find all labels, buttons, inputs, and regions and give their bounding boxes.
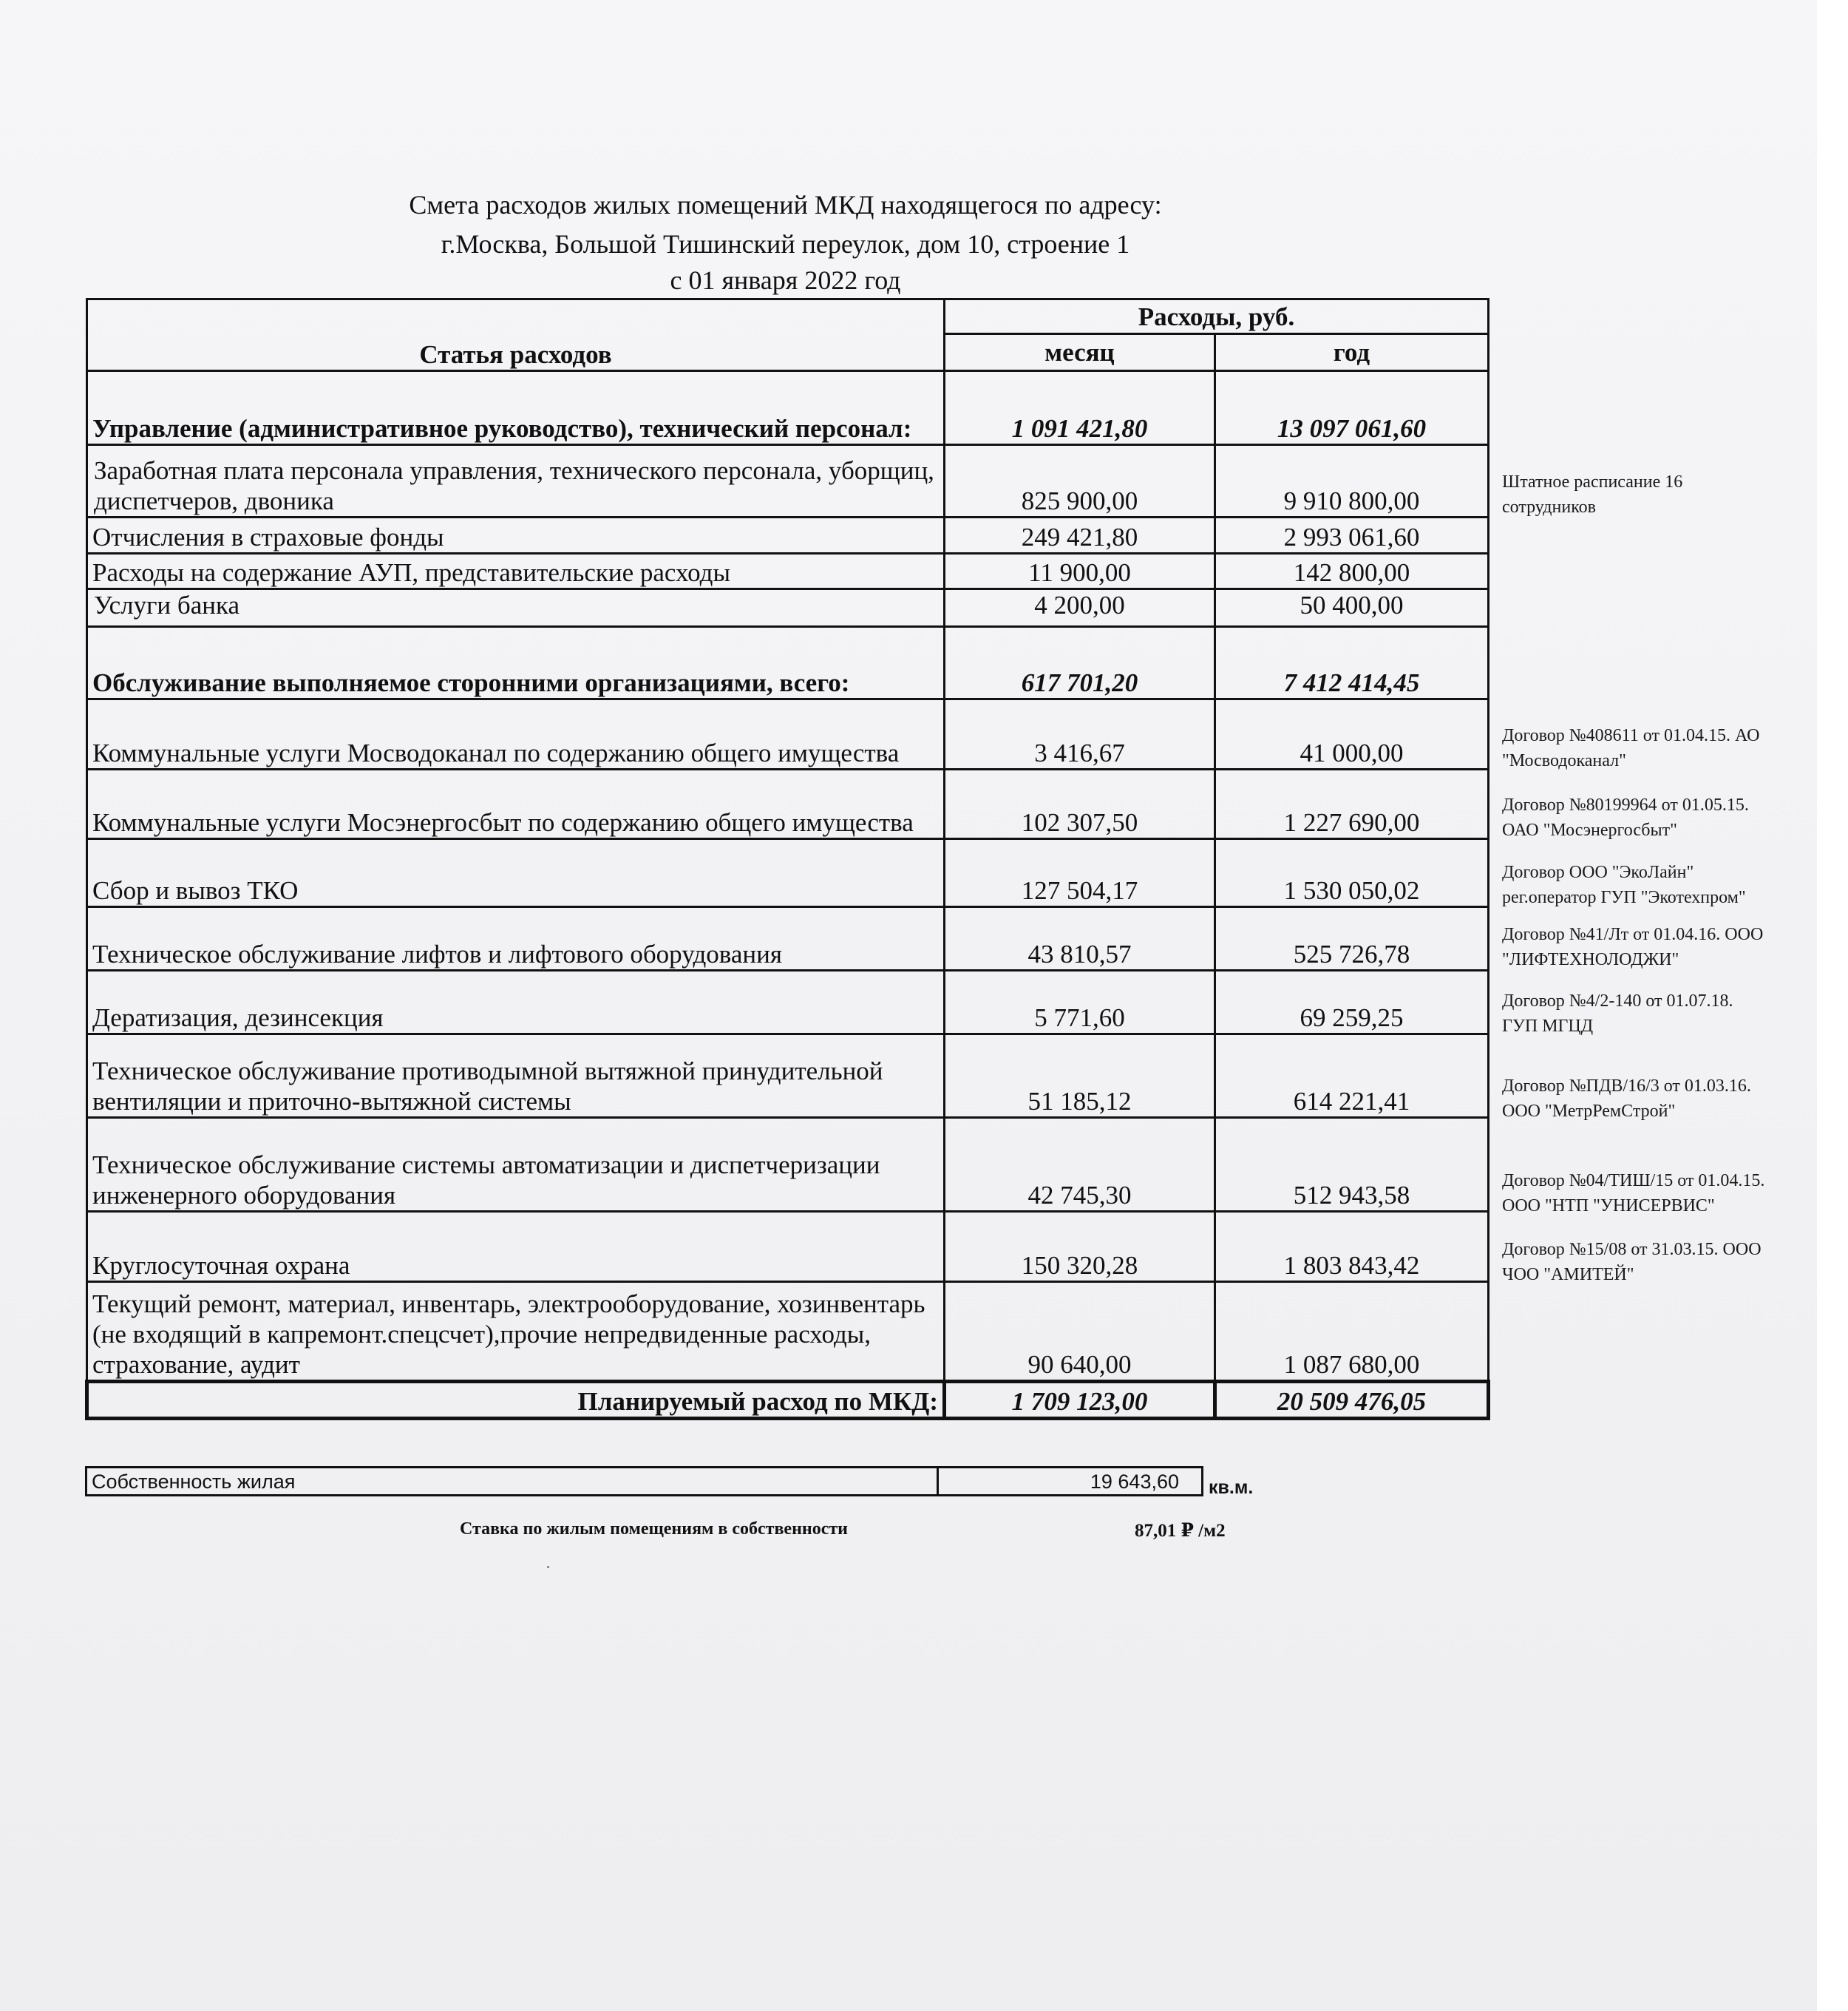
total-month: 1 709 123,00 — [945, 1382, 1215, 1419]
row-label: Коммунальные услуги Мосэнергосбыт по содержанию общего имущества — [87, 770, 945, 839]
expenses-table — [85, 298, 1490, 1420]
table-row — [87, 699, 1489, 770]
row-year: 1 803 843,42 — [1215, 1212, 1489, 1282]
row-month: 5 771,60 — [945, 971, 1215, 1034]
row-year: 525 726,78 — [1215, 907, 1489, 971]
row-year: 614 221,41 — [1215, 1034, 1489, 1118]
row-label: Расходы на содержание АУП, представительские расходы — [87, 554, 945, 589]
row-label: Коммунальные услуги Мосводоканал по содержанию общего имущества — [87, 699, 945, 770]
row-year: 13 097 061,60 — [1215, 371, 1489, 445]
row-year: 1 087 680,00 — [1215, 1282, 1489, 1382]
row-year: 7 412 414,45 — [1215, 627, 1489, 699]
row-label: Сбор и вывоз ТКО — [87, 839, 945, 907]
table-row — [87, 971, 1489, 1034]
row-month: 42 745,30 — [945, 1118, 1215, 1212]
note-mosenergo: Договор №80199964 от 01.05.15. ОАО "Мосэнергосбыт" — [1502, 796, 1749, 840]
row-year: 9 910 800,00 — [1215, 445, 1489, 518]
table-row — [87, 907, 1489, 971]
note-derat: Договор №4/2-140 от 01.07.18. ГУП МГЦД — [1502, 991, 1733, 1036]
note-mosvodokanal: Договор №408611 от 01.04.15. АО "Мосводоканал" — [1502, 726, 1760, 770]
document-title-line-2: г.Москва, Большой Тишинский переулок, дом 10, строение 1 — [441, 229, 1130, 259]
total-label: Планируемый расход по МКД: — [87, 1382, 945, 1419]
total-row — [87, 1382, 1489, 1419]
property-value: 19 643,60 — [938, 1468, 1203, 1496]
rate-value: 87,01 ₽ /м2 — [1135, 1521, 1226, 1541]
row-month: 11 900,00 — [945, 554, 1215, 589]
row-year: 142 800,00 — [1215, 554, 1489, 589]
row-label: Круглосуточная охрана — [87, 1212, 945, 1282]
table-row — [87, 1282, 1489, 1382]
row-month: 127 504,17 — [945, 839, 1215, 907]
table-row — [87, 1212, 1489, 1282]
paper-speck — [547, 1566, 549, 1568]
row-year: 2 993 061,60 — [1215, 518, 1489, 554]
row-year: 41 000,00 — [1215, 699, 1489, 770]
note-auto: Договор №04/ТИШ/15 от 01.04.15. ООО "НТП "УНИСЕРВИС" — [1502, 1171, 1765, 1215]
note-vent: Договор №ПДВ/16/3 от 01.03.16. ООО "МетрРемСтрой" — [1502, 1076, 1751, 1121]
table-row — [87, 839, 1489, 907]
header-expenses: Расходы, руб. — [945, 299, 1489, 334]
row-month: 102 307,50 — [945, 770, 1215, 839]
row-month: 249 421,80 — [945, 518, 1215, 554]
note-tko: Договор ООО "ЭкоЛайн" рег.оператор ГУП "Экотехпром" — [1502, 863, 1746, 907]
table-row — [87, 770, 1489, 839]
property-unit: кв.м. — [1209, 1477, 1254, 1498]
table-row — [87, 445, 1489, 518]
note-guard: Договор №15/08 от 31.03.15. ООО ЧОО "АМИТЕЙ" — [1502, 1240, 1762, 1284]
document-title-line-1: Смета расходов жилых помещений МКД находящегося по адресу: — [409, 190, 1162, 220]
row-month: 3 416,67 — [945, 699, 1215, 770]
row-month: 43 810,57 — [945, 907, 1215, 971]
row-label: Заработная плата персонала управления, технического персонала, уборщиц, диспетчеров, двоника — [87, 445, 945, 518]
row-label: Управление (административное руководство), технический персонал: — [87, 371, 945, 445]
document-title-line-3: с 01 января 2022 год — [670, 265, 901, 295]
table-row — [87, 518, 1489, 554]
row-label: Техническое обслуживание лифтов и лифтового оборудования — [87, 907, 945, 971]
row-label: Услуги банка — [87, 589, 945, 627]
note-staff: Штатное расписание 16 сотрудников — [1502, 472, 1683, 517]
total-year: 20 509 476,05 — [1215, 1382, 1489, 1419]
row-label: Дератизация, дезинсекция — [87, 971, 945, 1034]
row-month: 90 640,00 — [945, 1282, 1215, 1382]
table-row — [87, 554, 1489, 589]
row-year: 69 259,25 — [1215, 971, 1489, 1034]
row-label: Техническое обслуживание противодымной вытяжной принудительной вентиляции и приточно-вытяжной системы — [87, 1034, 945, 1118]
row-label: Отчисления в страховые фонды — [87, 518, 945, 554]
property-label: Собственность жилая — [86, 1468, 938, 1496]
row-year: 50 400,00 — [1215, 589, 1489, 627]
header-month: месяц — [945, 334, 1215, 371]
row-month: 150 320,28 — [945, 1212, 1215, 1282]
row-month: 617 701,20 — [945, 627, 1215, 699]
row-year: 512 943,58 — [1215, 1118, 1489, 1212]
property-table — [85, 1466, 1203, 1496]
row-year: 1 530 050,02 — [1215, 839, 1489, 907]
rate-label: Ставка по жилым помещениям в собственности — [460, 1519, 848, 1539]
note-lifts: Договор №41/Лт от 01.04.16. ООО "ЛИФТЕХНОЛОДЖИ" — [1502, 925, 1764, 969]
row-month: 51 185,12 — [945, 1034, 1215, 1118]
row-year: 1 227 690,00 — [1215, 770, 1489, 839]
table-row — [87, 1034, 1489, 1118]
table-row — [87, 1118, 1489, 1212]
row-label: Обслуживание выполняемое сторонними организациями, всего: — [87, 627, 945, 699]
table-row — [87, 589, 1489, 627]
row-month: 825 900,00 — [945, 445, 1215, 518]
table-row — [87, 627, 1489, 699]
table-row — [87, 371, 1489, 445]
header-article: Статья расходов — [87, 299, 945, 371]
row-month: 1 091 421,80 — [945, 371, 1215, 445]
row-month: 4 200,00 — [945, 589, 1215, 627]
row-label: Текущий ремонт, материал, инвентарь, электрооборудование, хозинвентарь (не входящий в капремонт.спецсчет),прочие непредвиденные расходы, страхование, аудит — [87, 1282, 945, 1382]
header-year: год — [1215, 334, 1489, 371]
row-label: Техническое обслуживание системы автоматизации и диспетчеризации инженерного оборудования — [87, 1118, 945, 1212]
